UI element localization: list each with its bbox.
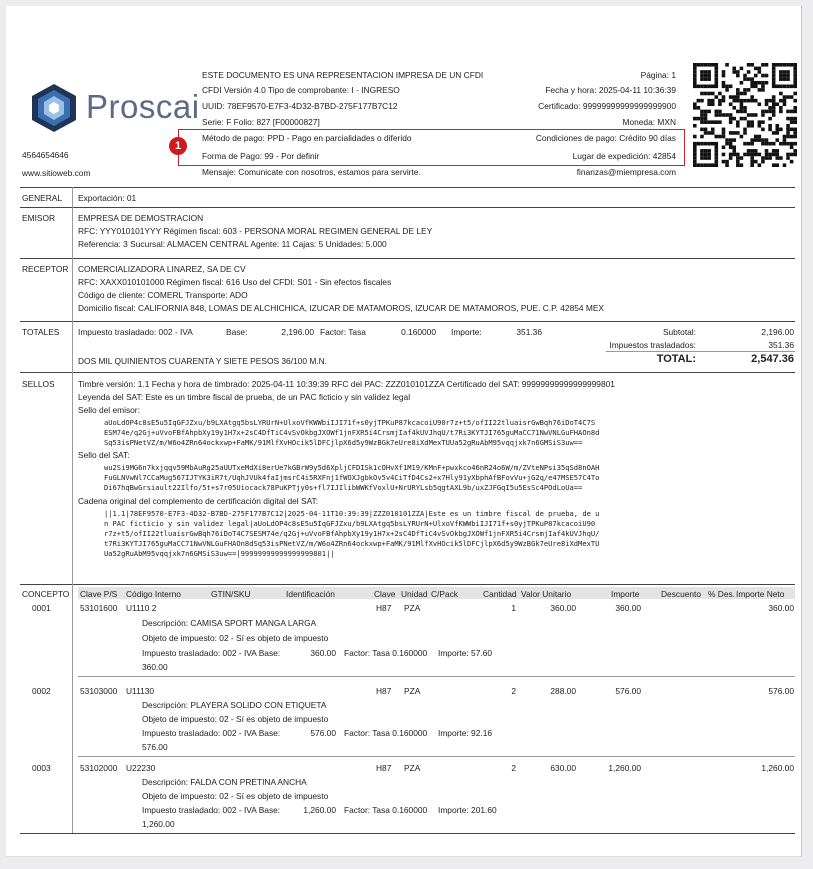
item-neto: 360.00 — [768, 603, 794, 613]
total-label: TOTAL: — [656, 353, 696, 365]
receptor-rfc: RFC: XAXX010101000 Régimen fiscal: 616 Uso del CFDI: S01 - Sin efectos fiscales — [78, 277, 392, 287]
col-codigo: Código Interno — [126, 589, 181, 599]
emisor-ref: Referencia: 3 Sucursal: ALMACEN CENTRAL Agente: 11 Cajas: 5 Unidades: 5.000 — [78, 239, 387, 249]
email: finanzas@miempresa.com — [576, 167, 676, 177]
item-total: 360.00 — [142, 662, 168, 672]
header-serie-folio: Serie: F Folio: 827 [F00000827] — [202, 117, 320, 127]
item-impuesto: Impuesto trasladado: 002 - IVA Base: — [142, 728, 281, 738]
item-descripcion: Descripción: PLAYERA SOLIDO CON ETIQUETA — [142, 700, 327, 710]
col-importe: Importe — [611, 589, 640, 599]
totales-importe-value: 351.36 — [516, 327, 542, 337]
total-en-letra: DOS MIL QUINIENTOS CUARENTA Y SIETE PESOS 36/100 M.N. — [78, 356, 327, 366]
receptor-name: COMERCIALIZADORA LINAREZ, SA DE CV — [78, 264, 246, 274]
col-unidad: Unidad — [401, 589, 428, 599]
item-factor: Factor: Tasa 0.160000 — [344, 805, 428, 815]
certificado: Certificado: 99999999999999999900 — [538, 101, 676, 111]
item-importe: 1,260.00 — [608, 763, 641, 773]
total-value: 2,547.36 — [751, 353, 794, 365]
item-codigo: U22230 — [126, 763, 156, 773]
leyenda-sat: Leyenda del SAT: Este es un timbre fiscal de prueba, de un PAC ficticio y sin validez legal — [78, 392, 411, 402]
annotation-badge: 1 — [169, 137, 187, 155]
item-total: 576.00 — [142, 742, 168, 752]
item-clave-ps: 53101600 — [80, 603, 118, 613]
col-pct-des: % Des. — [708, 589, 735, 599]
sello-sat-line: wu2Si9MG6n7kxjqqv59MbAuRg25aUUTxeMdXi8erUe7kGBrW9y5d6XpljCFDISk1cOHvXf1M19/KMnF+pwxkco46nR24o6W/m/ZVteNPsi35qSd8nOAH — [104, 463, 600, 472]
impuestos-trasladados-value: 351.36 — [768, 340, 794, 350]
page-number: Página: 1 — [640, 70, 676, 80]
item-neto: 576.00 — [768, 686, 794, 696]
condiciones-pago: Condiciones de pago: Crédito 90 días — [535, 133, 676, 143]
item-objeto: Objeto de impuesto: 02 - Sí es objeto de impuesto — [142, 791, 329, 801]
totales-tasa: 0.160000 — [401, 327, 436, 337]
item-descripcion: Descripción: CAMISA SPORT MANGA LARGA — [142, 618, 317, 628]
item-cantidad: 2 — [511, 763, 516, 773]
company-web: www.sitioweb.com — [22, 168, 91, 178]
item-objeto: Objeto de impuesto: 02 - Sí es objeto de impuesto — [142, 714, 329, 724]
col-identificacion: Identificación — [286, 589, 335, 599]
item-base: 576.00 — [310, 728, 336, 738]
item-clave: H87 — [376, 603, 392, 613]
item-imp: Importe: 201.60 — [438, 805, 497, 815]
item-total: 1,260.00 — [142, 819, 175, 829]
cadena-line: ||1.1|78EF9570-E7F3-4D32-B7BD-275F177B7C12|2025-04-11T10:39:39|ZZZ010101ZZA|Este es un timbre fiscal de prueba, de u — [104, 509, 600, 518]
totales-importe-label: Importe: — [451, 327, 482, 337]
col-valor-unitario: Valor Unitario — [521, 589, 572, 599]
impuestos-trasladados-label: Impuestos trasladados: — [609, 340, 696, 350]
item-importe: 360.00 — [615, 603, 641, 613]
emisor-rfc: RFC: YYY010101YYY Régimen fiscal: 603 - PERSONA MORAL REGIMEN GENERAL DE LEY — [78, 226, 433, 236]
item-codigo: U11130 — [126, 686, 155, 696]
header-line2: CFDI Versión 4.0 Tipo de comprobante: I - INGRESO — [202, 85, 400, 95]
item-valor: 288.00 — [550, 686, 576, 696]
item-factor: Factor: Tasa 0.160000 — [344, 648, 428, 658]
sellos-label: SELLOS — [22, 379, 55, 389]
col-clave: Clave — [374, 589, 396, 599]
item-clave-ps: 53102000 — [80, 763, 118, 773]
item-num: 0001 — [32, 603, 51, 613]
sello-emisor-line: ESM74e/q2Gj+uVvoFBfAhpbXy19y1H7x+2sC4DfTiC4vSvOkbgJXOWf1jnFXR5i4CrsmjIaf4kUVJhqU/t7Ri3KYTJI765guMaCC71NwVNLGuFHAOn8d — [104, 428, 600, 437]
subtotal-value: 2,196.00 — [761, 327, 794, 337]
item-objeto: Objeto de impuesto: 02 - Sí es objeto de impuesto — [142, 633, 329, 643]
header-mensaje: Mensaje: Comunicate con nosotros, estamos para servirte. — [202, 167, 421, 177]
totales-base-value: 2,196.00 — [281, 327, 314, 337]
totales-base-label: Base: — [226, 327, 248, 337]
item-unidad: PZA — [404, 686, 421, 696]
item-unidad: PZA — [404, 603, 421, 613]
lugar-expedicion: Lugar de expedición: 42854 — [572, 151, 676, 161]
receptor-domicilio: Domicilio fiscal: CALIFORNIA 848, LOMAS DE ALCHICHICA, IZUCAR DE MATAMOROS, IZUCAR DE MATAMOROS, PUE. C.P. 42854 MEX — [78, 303, 605, 313]
concepto-label: CONCEPTO — [22, 589, 70, 599]
col-descuento: Descuento — [661, 589, 702, 599]
general-label: GENERAL — [22, 193, 63, 203]
sello-sat-line: FuGLNVwNl7CCaMug567IJTYK3iR7t/UqhJVUk4faIjmsrC4i5RXFnj1fWOXJgbkOv5v4CiTfD4Cs2+x7Hly91yXbphAfBFovVu+jG2q/e47MSE57C4To — [104, 473, 600, 482]
fecha-hora: Fecha y hora: 2025-04-11 10:36:39 — [545, 85, 676, 95]
proscai-logo-icon — [28, 82, 80, 134]
cadena-line: t7Ri3KYTJI765guMaCC71NwVNLGuFHAOn8dSq53isPNetVZ/m/W6o4ZRn64ockxwp+FaMK/91MlfXvHOcik5lDFCjlpX6d5y9WzBGk7eUre8iXdMexTU — [104, 539, 600, 548]
item-unidad: PZA — [404, 763, 421, 773]
receptor-label: RECEPTOR — [22, 264, 69, 274]
item-base: 1,260.00 — [303, 805, 336, 815]
item-clave-ps: 53103000 — [80, 686, 118, 696]
item-neto: 1,260.00 — [761, 763, 794, 773]
item-imp: Importe: 92.16 — [438, 728, 493, 738]
item-imp: Importe: 57.60 — [438, 648, 493, 658]
item-codigo: U1110 2 — [126, 603, 157, 613]
subtotal-label: Subtotal: — [662, 327, 696, 337]
qr-code — [693, 63, 797, 167]
item-valor: 630.00 — [550, 763, 576, 773]
header-line1: ESTE DOCUMENTO ES UNA REPRESENTACION IMPRESA DE UN CFDI — [202, 70, 484, 80]
sello-emisor-title: Sello del emisor: — [78, 405, 140, 415]
sello-sat-title: Sello del SAT: — [78, 450, 130, 460]
item-valor: 360.00 — [550, 603, 576, 613]
cadena-title: Cadena original del complemento de certificación digital del SAT: — [78, 496, 319, 506]
sello-emisor-line: Sq53isPNetVZ/m/W6o4ZRn64ockxwp+FaMK/91MlfXvHOcik5lDFCjlpX6d5y9WzBGk7eUre8iXdMexTUUa52gRuAbM95vqqjxk7n6GMSiS3uw== — [104, 438, 583, 447]
item-importe: 576.00 — [615, 686, 641, 696]
sello-sat-line: Di67hqBwGrsiault22Ilfo/5t+s7r05Uiocack78PuKPTjy0s+fl7IJIlibWWKfVoxlU+NrURYLsb5qgtAXL9b/uxZJFGqI5u5EsSc4POdLoUa== — [104, 483, 583, 492]
general-text: Exportación: 01 — [78, 193, 137, 203]
totales-impuesto: Impuesto trasladado: 002 - IVA — [78, 327, 193, 337]
cadena-line: Ua52gRuAbM95vqqjxk7n6GMSiS3uw==|99999999999999999801|| — [104, 549, 335, 558]
receptor-cliente: Código de cliente: COMERL Transporte: ADO — [78, 290, 248, 300]
item-cantidad: 1 — [511, 603, 516, 613]
timbre-info: Timbre versión: 1.1 Fecha y hora de timbrado: 2025-04-11 10:39:39 RFC del PAC: ZZZ010101ZZA Certificado del SAT: 99999999999999999801 — [78, 379, 615, 389]
item-impuesto: Impuesto trasladado: 002 - IVA Base: — [142, 805, 281, 815]
cadena-line: n PAC ficticio y sin validez legal|aUoLdOP4c8sE5u5IqGFJZxu/b9LXAtgq5bsLYRUrN+UlxoVfKWWbiIJI71f+s0yjTPKuP87kcacoiU90 — [104, 519, 596, 528]
item-cantidad: 2 — [511, 686, 516, 696]
invoice-page — [6, 6, 802, 857]
header-metodo-pago: Método de pago: PPD - Pago en parcialidades o diferido — [202, 133, 412, 143]
sello-emisor-line: aUoLdOP4c8sE5u5IqGFJZxu/b9LXAtgq5bsLYRUrN+UlxoVfKWWbiIJI71f+s0yjTPKuP87kcacoiU90r7z+t5/ofII22tluaisrGwBqh76iDoT4C7S — [104, 418, 596, 427]
item-num: 0002 — [32, 686, 51, 696]
cadena-line: r7z+t5/ofII22tluaisrGwBqh76iDoT4C7SESM74e/q2Gj+uVvoFBfAhpbXy19y1H7x+2sC4DfTiC4vSvOkbgJXOWf1jnFXR5i4CrsmjIaf4kUVJhqU/ — [104, 529, 600, 538]
item-num: 0003 — [32, 763, 51, 773]
totales-factor: Factor: Tasa — [320, 327, 366, 337]
highlight-box — [178, 129, 685, 166]
emisor-label: EMISOR — [22, 213, 56, 223]
emisor-name: EMPRESA DE DEMOSTRACION — [78, 213, 204, 223]
col-importe-neto: Importe Neto — [736, 589, 785, 599]
col-cantidad: Cantidad — [483, 589, 517, 599]
col-gtin: GTIN/SKU — [211, 589, 251, 599]
logo-text: Proscai — [86, 88, 200, 125]
item-descripcion: Descripción: FALDA CON PRETINA ANCHA — [142, 777, 307, 787]
item-clave: H87 — [376, 763, 392, 773]
moneda: Moneda: MXN — [622, 117, 676, 127]
item-base: 360.00 — [310, 648, 336, 658]
company-phone: 4564654646 — [22, 150, 69, 160]
item-factor: Factor: Tasa 0.160000 — [344, 728, 428, 738]
col-clave-ps: Clave P/S — [80, 589, 118, 599]
item-clave: H87 — [376, 686, 392, 696]
totales-label: TOTALES — [22, 327, 60, 337]
header-forma-pago: Forma de Pago: 99 - Por definir — [202, 151, 320, 161]
item-impuesto: Impuesto trasladado: 002 - IVA Base: — [142, 648, 281, 658]
header-uuid: UUID: 78EF9570-E7F3-4D32-B7BD-275F177B7C12 — [202, 101, 398, 111]
col-cpack: C/Pack — [431, 589, 458, 599]
